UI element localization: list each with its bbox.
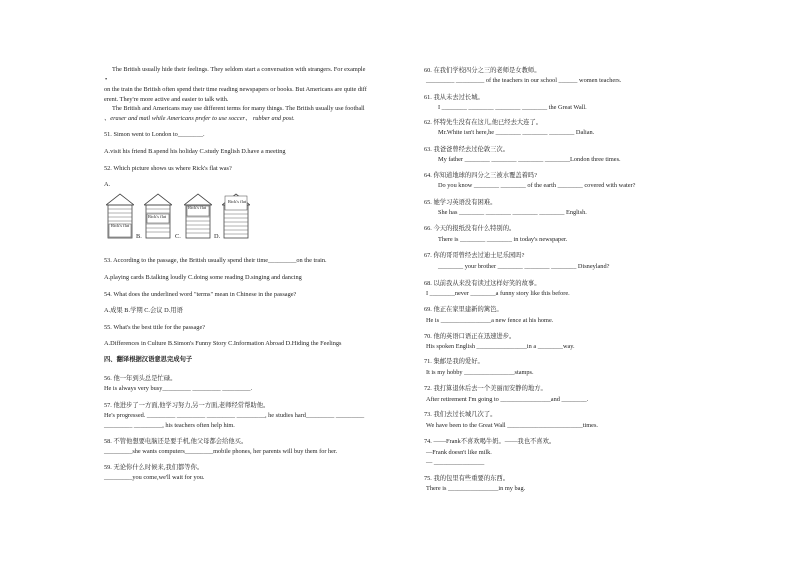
question-61-english: I ________ ________ ________ ________ the Great Wall.: [438, 104, 587, 111]
question-51-options: A.visit his friend B.spend his holiday C.study English D.have a meeting: [104, 148, 286, 155]
question-70-english: His spoken English ________________in a ________way.: [426, 343, 575, 350]
passage-line-2: on the train the British often spend their time reading newspapers or books. But Americans are quite diff: [104, 86, 367, 93]
question-52-label-b: B.: [136, 233, 142, 240]
question-54-options: A.成果 B.学期 C.会议 D.用语: [104, 307, 183, 314]
question-58-english: _________she wants computers_________mobile phones, her parents will buy them for her.: [104, 448, 338, 455]
question-71-english: It is my hobby ________________stamps.: [426, 369, 534, 376]
question-54: 54. What does the underlined word "terms" mean in Chinese in the passage?: [104, 291, 297, 298]
flat-label-b: Rick's flat: [148, 214, 167, 219]
question-52-label-c: C.: [175, 233, 181, 240]
question-64-english: Do you know ________ ________ of the earth ________ covered with water?: [438, 182, 636, 189]
question-75-english: There is ________________in my bag.: [426, 485, 526, 492]
question-65: 65. 她学习英语没有困难。: [424, 199, 497, 206]
passage-line-5-a: 、eraser and mail while Americans prefer to use: [104, 115, 227, 122]
question-68: 68. 以前我从来没有读过这样好笑的故事。: [424, 280, 541, 287]
question-69-english: He is ________________a new fence at his home.: [426, 317, 554, 324]
question-57-english-2: _________ _________, his teachers often help him.: [104, 422, 235, 429]
flat-label-d: Rick's flat: [228, 199, 247, 204]
question-73-english: We have been to the Great Wall ________________________times.: [426, 422, 598, 429]
question-60-english: _________ _________ of the teachers in our school ______ women teachers.: [426, 77, 622, 84]
question-57-english: He's progressed. _________ _________ _________ _________, he studies hard_________ _________: [104, 412, 365, 419]
question-62-english: Mr.White isn't here,he ________ ________ ________ Dalian.: [438, 129, 595, 136]
question-69: 69. 他正在家里建新的篱笆。: [424, 306, 503, 313]
passage-line-4: The British and Americans may use different terms for many things. The British usually use football: [112, 105, 365, 112]
flat-label-c: Rick's flat: [188, 205, 207, 210]
house-icon: [106, 193, 134, 239]
question-52-label-a: A.: [104, 181, 111, 188]
passage-line-3: erent. They're more active and easier to talk with.: [104, 96, 229, 103]
passage-line-5-b: soccer、 rubber and post.: [228, 115, 295, 122]
question-72: 72. 我打算退休后去一个美丽而安静的地方。: [424, 385, 547, 392]
question-52: 52. Which picture shows us where Rick's flat was?: [104, 165, 232, 172]
question-73: 73. 我们去过长城几次了。: [424, 411, 497, 418]
question-51: 51. Simon went to London to________.: [104, 131, 205, 138]
question-59-english: _________you come,we'll wait for you.: [104, 474, 205, 481]
question-72-english: After retirement I'm going to ________________and ________.: [426, 396, 589, 403]
question-55: 55. What's the best title for the passage?: [104, 324, 206, 331]
question-74: 74. ——Frank不喜欢喝牛奶。——我也不喜欢。: [424, 438, 556, 445]
passage-line-5: [104, 116, 295, 122]
question-66-english: There is ________ ________ in today's newspaper.: [438, 236, 568, 243]
question-74-english: —Frank doesn't like milk.: [426, 449, 492, 456]
question-71: 71. 集邮是我的爱好。: [424, 358, 484, 365]
section-four-heading: 四、翻译根据汉语意思完成句子: [104, 356, 193, 363]
question-70: 70. 他的英语口语正在迅速进步。: [424, 333, 516, 340]
question-75: 75. 我的包里有些重要的东西。: [424, 475, 510, 482]
passage-line-1: The British usually hide their feelings. They seldom start a conversation with strangers. For example: [112, 66, 366, 73]
question-56-english: He is always very busy_________ _________ _________.: [104, 385, 253, 392]
question-52-label-d: D.: [214, 233, 221, 240]
question-57: 57. 他进步了一方面,他学习努力,另一方面,老师经常帮助他。: [104, 402, 270, 409]
question-65-english: She has ________ ________ ________ ________ English.: [438, 209, 587, 216]
question-55-options: A.Differences in Culture B.Simon's Funny Story C.Information Abroad D.Hiding the Feelings: [104, 340, 342, 347]
question-53-options: A.playing cards B.talking loudly C.doing some reading D.singing and dancing: [104, 274, 302, 281]
question-74-english-2: — ________________: [426, 459, 485, 466]
question-64: 64. 你知道地球的四分之三被水覆盖着吗?: [424, 172, 537, 179]
flat-picture-c: [184, 193, 212, 239]
question-68-english: I ________never ________a funny story like this before.: [426, 290, 570, 297]
question-56: 56. 他一年到头总是忙碌。: [104, 375, 177, 382]
flat-label-a: Rick's flat: [111, 223, 130, 228]
question-63: 63. 我爸爸曾经去过伦敦三次。: [424, 146, 510, 153]
question-61: 61. 我从未去过长城。: [424, 94, 484, 101]
question-59: 59. 无论你什么时候来,我们都等你。: [104, 464, 204, 471]
question-53: 53. According to the passage, the British usually spend their time_________on the train.: [104, 257, 327, 264]
question-60: 60. 在我们学校四分之三的老师是女教师。: [424, 67, 541, 74]
passage-bullet: •: [105, 76, 108, 83]
question-58: 58. 不管他想要电脑还是要手机,他父母都会给他买。: [104, 438, 248, 445]
question-66: 66. 今天的报纸没有什么特别的。: [424, 225, 516, 232]
question-63-english: My father ________ ________ ________ ________London three times.: [438, 156, 621, 163]
question-67-english: ________ your brother ________ ________ ________ Disneyland?: [438, 263, 610, 270]
question-67: 67. 你的哥哥曾经去过迪士尼乐园吗?: [424, 252, 525, 259]
house-icon: [184, 193, 212, 239]
flat-picture-a: [106, 193, 134, 239]
question-62: 62. 怀特先生没有在这儿,他已经去大连了。: [424, 119, 543, 126]
